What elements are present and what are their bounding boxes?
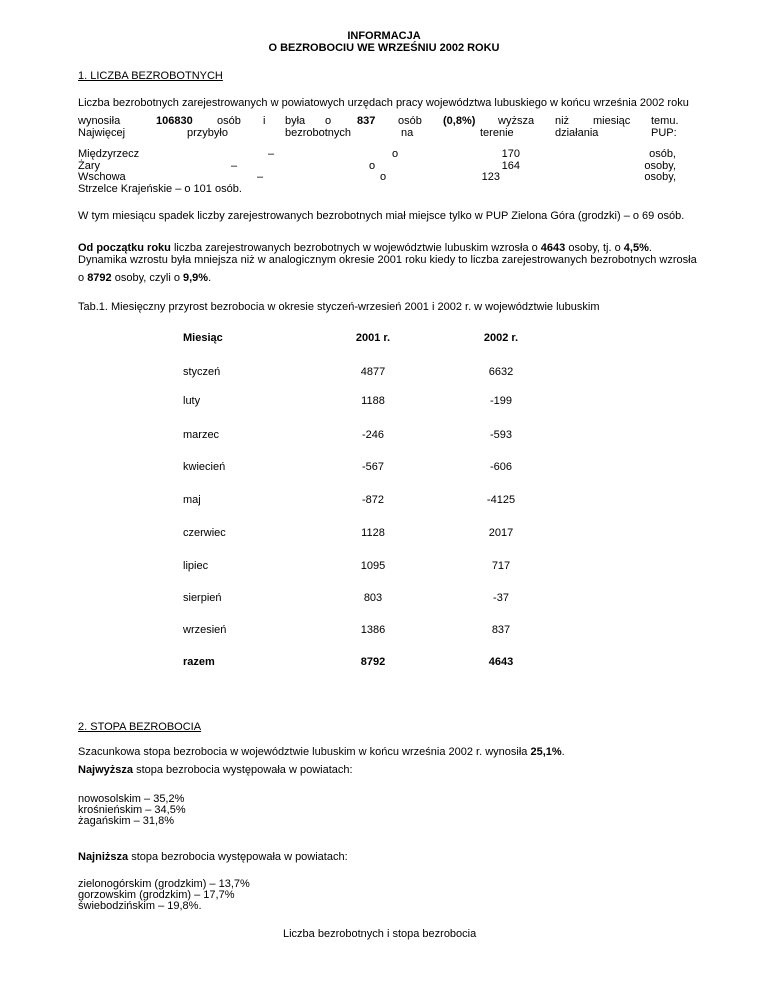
- row-b-w3: na: [401, 127, 414, 139]
- table-header-2001: 2001 r.: [355, 332, 391, 344]
- section1-heading: 1. LICZBA BEZROBOTNYCH: [78, 70, 223, 82]
- since-year-end: .: [648, 242, 652, 254]
- row-a-w3: i: [263, 115, 266, 127]
- highest-paragraph: [78, 764, 353, 776]
- row-a-w11: miesiąc: [593, 115, 631, 127]
- district-num: 170: [501, 148, 520, 160]
- table-cell-2002: 717: [491, 560, 511, 572]
- row-a-w12: temu.: [651, 115, 679, 127]
- district-o: o: [369, 160, 376, 172]
- district-name: Żary: [78, 160, 100, 172]
- dyn2-prefix: o: [78, 272, 88, 284]
- table-header-2002: 2002 r.: [483, 332, 519, 344]
- table-header-row: [183, 332, 583, 346]
- rate-paragraph: [78, 746, 565, 758]
- table-total-2002: 4643: [488, 656, 514, 668]
- lowest-item: gorzowskim (grodzkim) – 17,7%: [78, 889, 235, 901]
- table-cell-2002: 6632: [488, 366, 514, 378]
- since-year-number: 4643: [540, 242, 566, 254]
- table-row: [183, 560, 583, 574]
- district-dash: –: [257, 171, 264, 183]
- dyn2-end: .: [208, 272, 212, 284]
- table-row: [183, 366, 583, 380]
- lowest-item: zielonogórskim (grodzkim) – 13,7%: [78, 878, 250, 890]
- row-b-w2: bezrobotnych: [285, 127, 352, 139]
- table-cell-2001: 1095: [360, 560, 386, 572]
- table-cell-month: lipiec: [183, 560, 209, 572]
- table-cell-month: czerwiec: [183, 527, 226, 539]
- table-row: [183, 592, 583, 606]
- table-cell-2002: 2017: [488, 527, 514, 539]
- table-cell-month: maj: [183, 494, 201, 506]
- dynamics-text: Dynamika wzrostu była mniejsza niż w analogicznym okresie 2001 roku kiedy to liczba zarejestrowanych bezrobotnych wzrosła: [78, 254, 697, 266]
- district-o: o: [380, 171, 387, 183]
- table-caption: Tab.1. Miesięczny przyrost bezrobocia w okresie styczeń-wrzesień 2001 i 2002 r. w województwie lubuskim: [78, 301, 600, 313]
- district-dash: –: [231, 160, 238, 172]
- table-cell-month: luty: [183, 395, 201, 407]
- table-cell-2002: -606: [489, 461, 513, 473]
- table-row: [183, 494, 583, 508]
- highest-item: nowosolskim – 35,2%: [78, 793, 185, 805]
- row-a-w8: (0,8%): [443, 115, 476, 127]
- row-b-w6: PUP:: [651, 127, 677, 139]
- dynamics-line2: [78, 272, 211, 284]
- table-cell-2001: 1386: [360, 624, 386, 636]
- table-cell-2001: -872: [361, 494, 385, 506]
- table-cell-2002: -199: [489, 395, 513, 407]
- lowest-text: stopa bezrobocia występowała w powiatach:: [128, 851, 348, 863]
- dyn2-text: osoby, czyli o: [111, 272, 183, 284]
- district-unit: osoby,: [644, 160, 676, 172]
- row-a-w1: 106830: [156, 115, 193, 127]
- doc-title-line1: INFORMACJA: [347, 30, 421, 42]
- table-total-label: razem: [183, 656, 215, 668]
- intro-text: Liczba bezrobotnych zarejestrowanych w powiatowych urzędach pracy województwa lubuskiego w końcu września 2002 roku: [78, 97, 689, 109]
- highest-item: krośnieńskim – 34,5%: [78, 804, 186, 816]
- table-cell-2002: -37: [493, 592, 509, 604]
- row-a-w7: osób: [398, 115, 422, 127]
- row-a-w0: wynosiła: [78, 115, 121, 127]
- district-dash: –: [268, 148, 275, 160]
- row-a-w9: wyższa: [498, 115, 535, 127]
- district-unit: osoby,: [644, 171, 676, 183]
- district-last: Strzelce Krajeńskie – o 101 osób.: [78, 183, 242, 195]
- table-row: [183, 429, 583, 443]
- table-total-row: [183, 656, 583, 670]
- district-name: Międzyrzecz: [78, 148, 140, 160]
- table-cell-2001: 803: [363, 592, 383, 604]
- district-num: 164: [501, 160, 520, 172]
- table-cell-2001: 4877: [360, 366, 386, 378]
- since-year-bold: Od początku roku: [78, 242, 171, 254]
- since-year-paragraph: [78, 242, 652, 254]
- highest-item: żagańskim – 31,8%: [78, 815, 174, 827]
- district-name: Wschowa: [78, 171, 126, 183]
- table-cell-2001: 1188: [361, 395, 385, 407]
- table-cell-2001: 1128: [361, 527, 385, 539]
- footer-caption: Liczba bezrobotnych i stopa bezrobocia: [283, 928, 477, 940]
- district-unit: osób,: [649, 148, 676, 160]
- row-b-w1: przybyło: [187, 127, 228, 139]
- table-cell-month: sierpień: [183, 592, 222, 604]
- table-cell-2002: -4125: [486, 494, 516, 506]
- district-num: 123: [481, 171, 500, 183]
- table-header-month: Miesiąc: [183, 332, 223, 344]
- table-row: [183, 395, 583, 409]
- highest-bold: Najwyższa: [78, 764, 134, 776]
- lowest-bold: Najniższa: [78, 851, 129, 863]
- dyn2-percent: 9,9%: [183, 272, 209, 284]
- row-a-w4: była: [285, 115, 306, 127]
- district-o: o: [392, 148, 399, 160]
- table-cell-month: marzec: [183, 429, 220, 441]
- dyn2-number: 8792: [87, 272, 112, 284]
- table-cell-month: kwiecień: [183, 461, 226, 473]
- row-b-w0: Najwięcej: [78, 127, 126, 139]
- rate-end: .: [561, 746, 565, 758]
- table-cell-2002: 837: [491, 624, 511, 636]
- table-cell-month: wrzesień: [183, 624, 227, 636]
- table-cell-2001: -246: [361, 429, 385, 441]
- table-row: [183, 527, 583, 541]
- rate-text: Szacunkowa stopa bezrobocia w województwie lubuskim w końcu września 2002 r. wynosiła: [78, 746, 531, 758]
- since-year-text: liczba zarejestrowanych bezrobotnych w województwie lubuskim wzrosła o: [170, 242, 541, 254]
- row-a-w6: 837: [357, 115, 376, 127]
- row-b-w5: działania: [555, 127, 599, 139]
- since-year-text2: osoby, tj. o: [565, 242, 624, 254]
- highest-text: stopa bezrobocia występowała w powiatach:: [133, 764, 353, 776]
- lowest-paragraph: [78, 851, 348, 863]
- row-a-w5: o: [325, 115, 332, 127]
- doc-title-line2: O BEZROBOCIU WE WRZEŚNIU 2002 ROKU: [268, 42, 500, 54]
- lowest-item: świebodzińskim – 19,8%.: [78, 900, 202, 912]
- decline-text: W tym miesiącu spadek liczby zarejestrowanych bezrobotnych miał miejsce tylko w PUP Zielona Góra (grodzki) – o 69 osób.: [78, 210, 685, 222]
- table-row: [183, 461, 583, 475]
- section2-heading: 2. STOPA BEZROBOCIA: [78, 721, 202, 733]
- since-year-percent: 4,5%: [623, 242, 649, 254]
- rate-value: 25,1%: [530, 746, 562, 758]
- table-row: [183, 624, 583, 638]
- row-b-w4: terenie: [480, 127, 514, 139]
- row-a-w10: niż: [555, 115, 570, 127]
- table-cell-2002: -593: [489, 429, 513, 441]
- table-total-2001: 8792: [360, 656, 386, 668]
- row-a-w2: osób: [217, 115, 241, 127]
- table-cell-2001: -567: [361, 461, 385, 473]
- table-cell-month: styczeń: [183, 366, 221, 378]
